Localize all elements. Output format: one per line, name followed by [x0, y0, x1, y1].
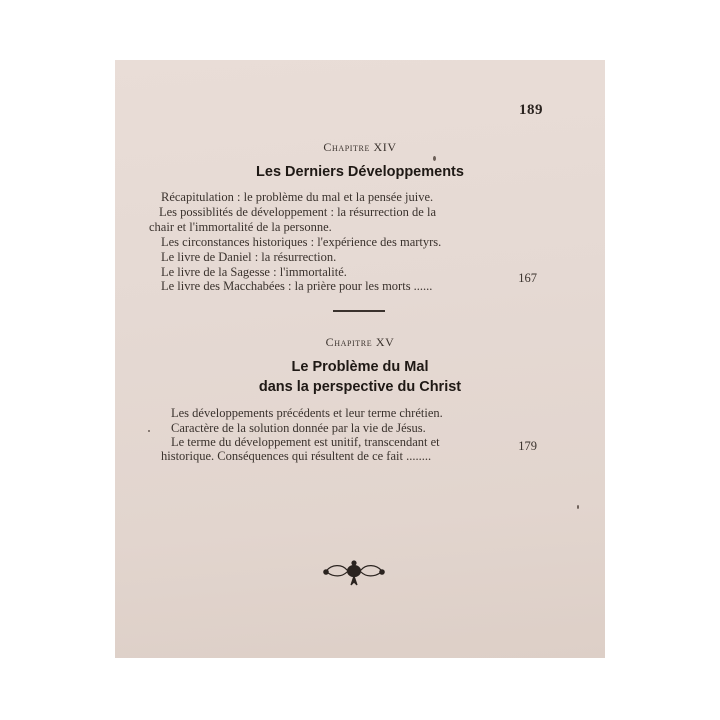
chapter-15-label: Chapitre XV — [325, 335, 395, 349]
chapter-15-title-line-1: Le Problème du Mal — [291, 359, 429, 375]
chapter-15-entry-2: Caractère de la solution donnée par la vie de Jésus. — [171, 421, 426, 435]
chapter-15-entry-1: Les développements précédents et leur terme chrétien. — [171, 406, 443, 420]
chapter-14-label: Chapitre XIV — [323, 140, 397, 154]
paper-speck — [148, 430, 150, 432]
book-page — [115, 60, 605, 658]
chapter-14-entry-3: chair et l'immortalité de la personne. — [149, 220, 332, 234]
chapter-14-entry-6: Le livre de la Sagesse : l'immortalité. — [161, 265, 347, 279]
chapter-15-page-ref: 179 — [518, 439, 537, 453]
fleuron-ornament-icon — [320, 558, 388, 588]
paper-speck — [433, 156, 436, 161]
paper-speck — [577, 505, 579, 509]
chapter-15-entry-4: historique. Conséquences qui résultent de ce fait ........ — [161, 449, 432, 463]
chapter-14-entry-5: Le livre de Daniel : la résurrection. — [161, 250, 337, 264]
page-number: 189 — [519, 102, 543, 118]
section-separator — [333, 310, 385, 312]
chapter-14-entry-2: Les possiblités de développement : la résurrection de la — [159, 205, 436, 219]
chapter-14-title: Les Derniers Développements — [256, 164, 464, 180]
chapter-14-entry-7: Le livre des Macchabées : la prière pour les morts ...... — [161, 279, 433, 293]
chapter-15-title-line-2: dans la perspective du Christ — [258, 379, 462, 395]
chapter-15-entry-3: Le terme du développement est unitif, transcendant et — [171, 435, 440, 449]
chapter-14-entry-4: Les circonstances historiques : l'expérience des martyrs. — [161, 235, 442, 249]
chapter-14-page-ref: 167 — [518, 271, 537, 285]
chapter-14-entry-1: Récapitulation : le problème du mal et la pensée juive. — [161, 190, 434, 204]
